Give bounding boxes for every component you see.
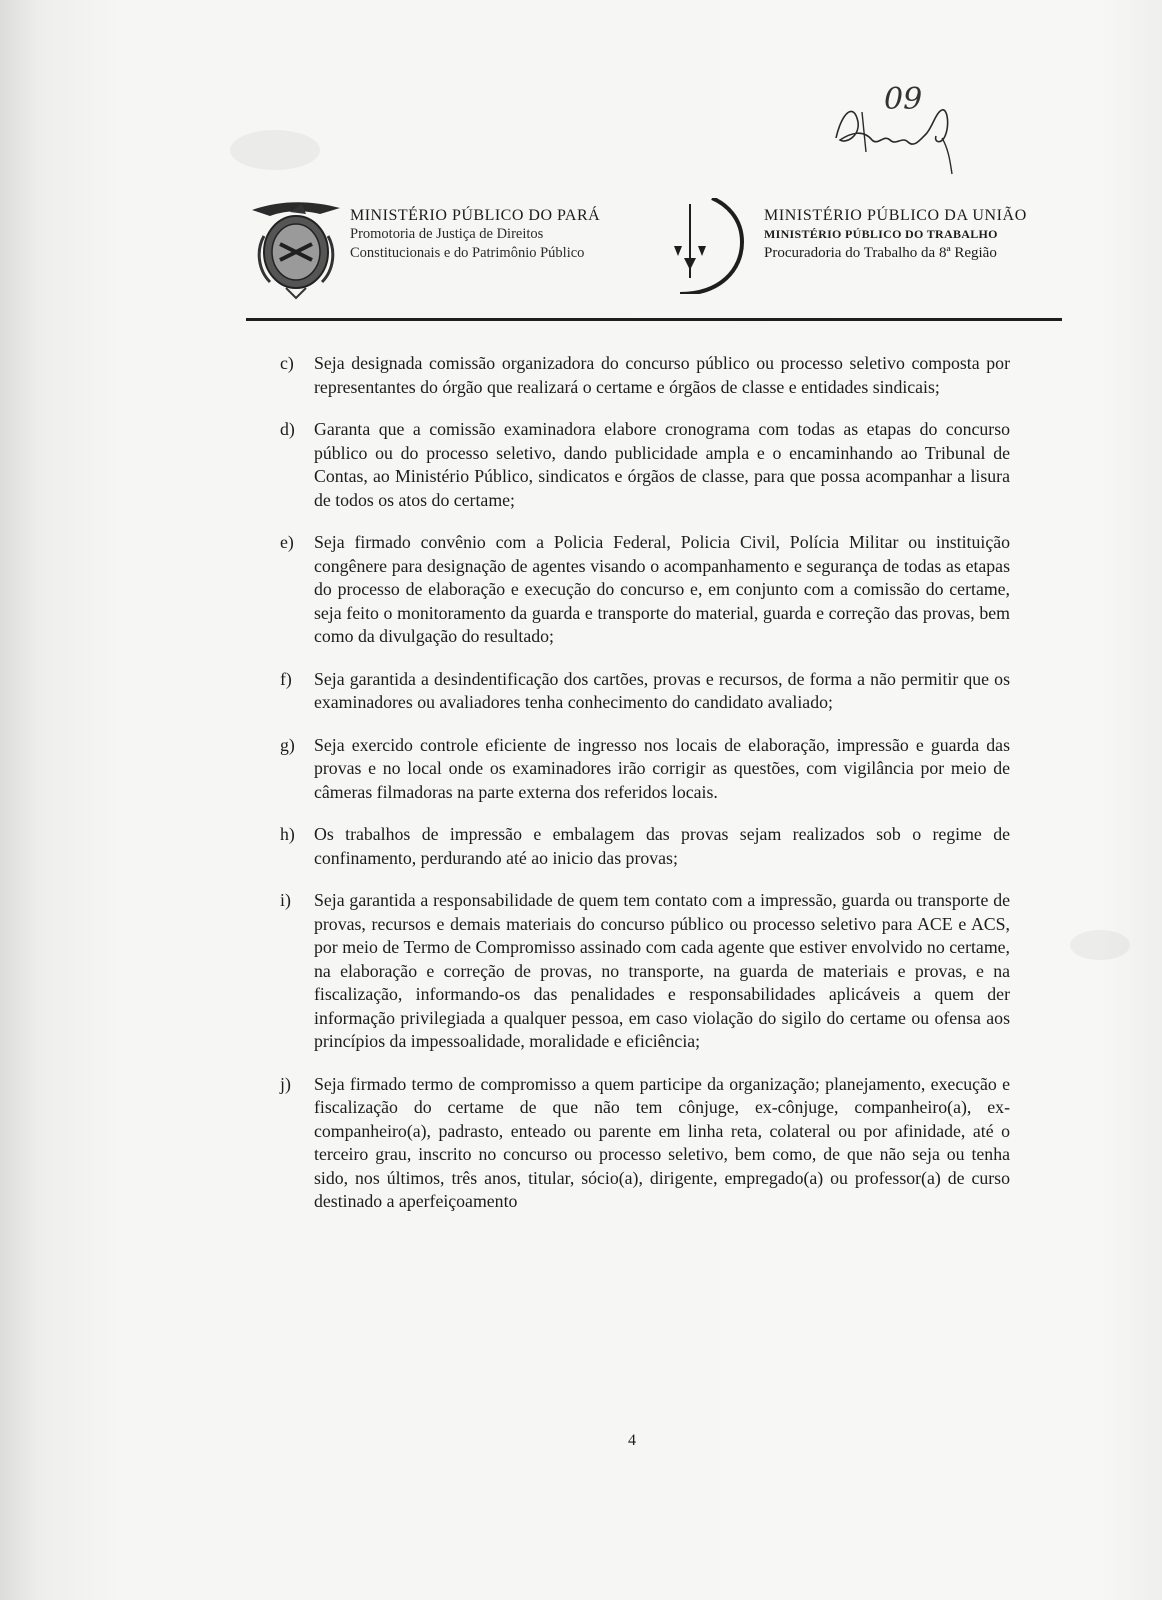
- header-right: [764, 206, 1027, 263]
- list-item: [280, 1073, 1010, 1214]
- item-letter: f): [280, 668, 292, 689]
- list-item: [280, 352, 1010, 399]
- scan-smudge: [230, 130, 320, 170]
- header-divider: [246, 318, 1062, 321]
- item-letter: i): [280, 890, 291, 910]
- item-letter: e): [280, 532, 294, 552]
- item-text: Garanta que a comissão examinadora elabore cronograma com todas as etapas do concurso público ou do processo seletivo, dando publicidade ampla e o encaminhando ao Tribunal de Contas, ao Ministério Público, sindicatos e órgãos de classe, para que possa acompanhar a lisura de todos os atos do certame;: [314, 419, 1010, 510]
- header-left-title: MINISTÉRIO PÚBLICO DO PARÁ: [350, 207, 601, 224]
- item-letter: h): [280, 824, 295, 844]
- item-letter: d): [280, 419, 295, 439]
- item-letter: c): [280, 353, 294, 373]
- list-item: [280, 531, 1010, 649]
- item-letter: j): [280, 1073, 291, 1094]
- item-text: Seja firmado termo de compromisso a quem participe da organização; planejamento, execução e fiscalização do certame de que não tem cônjuge, ex-cônjuge, companheiro(a), ex- companheiro(a), padrasto, enteado ou parente em linha reta, colateral ou por afinidade, até o terceiro grau, inscrito no concurso ou processo seletivo, bem como, de que não seja ou tenha sido, nos últimos, três anos, titular, sócio(a), dirigente, empregado(a) ou professor(a) de curso destinado a aperfeiçoamento: [314, 1073, 1010, 1211]
- list-item: [280, 823, 1010, 870]
- document-body: [280, 352, 1010, 1233]
- header-left: [250, 200, 630, 300]
- handwritten-signature: [832, 82, 982, 182]
- header-left-line1: Promotoria de Justiça de Direitos: [350, 226, 544, 242]
- list-item: [280, 889, 1010, 1054]
- para-coat-of-arms-icon: [250, 200, 342, 300]
- item-text: Seja designada comissão organizadora do concurso público ou processo seletivo composta por representantes do órgão que realizará o certame e órgãos de classe e entidades sindicais;: [314, 353, 1010, 397]
- item-text: Os trabalhos de impressão e embalagem das provas sejam realizados sob o regime de confinamento, perdurando até ao inicio das provas;: [314, 824, 1010, 868]
- scan-smudge: [1070, 930, 1130, 960]
- item-text: Seja garantida a desindentificação dos cartões, provas e recursos, de forma a não permitir que os examinadores ou avaliadores tenha conhecimento do candidato avaliado;: [314, 668, 1010, 712]
- list-item: [280, 668, 1010, 715]
- header-right-line2: Procuradoria do Trabalho da 8ª Região: [764, 245, 997, 261]
- header-left-line2: Constitucionais e do Patrimônio Público: [350, 245, 585, 261]
- page-number: 4: [628, 1432, 636, 1449]
- item-letter: g): [280, 734, 295, 755]
- header-right-line1: MINISTÉRIO PÚBLICO DO TRABALHO: [764, 227, 998, 241]
- item-text: Seja exercido controle eficiente de ingresso nos locais de elaboração, impressão e guarda das provas e no local onde os examinadores irão corrigir as questões, com vigilância por meio de câmeras filmadoras na parte externa dos referidos locais.: [314, 734, 1010, 802]
- list-item: [280, 734, 1010, 805]
- item-text: Seja garantida a responsabilidade de quem tem contato com a impressão, guarda ou transporte de provas, recursos e demais materiais do concurso público ou processo seletivo para ACE e ACS, por meio de Termo de Compromisso assinado com cada agente que estiver envolvido no certame, na elaboração e correção de provas, no transporte, na guarda de materiais e provas, e na fiscalização, informando-os das penalidades e responsabilidades aplicáveis a quem der informação privilegiada a qualquer pessoa, em caso violação do sigilo do certame ou ofensa aos princípios da impessoalidade, moralidade e eficiência;: [314, 890, 1010, 1051]
- folio-number: 09: [884, 82, 923, 117]
- header-right-title: MINISTÉRIO PÚBLICO DA UNIÃO: [764, 207, 1027, 224]
- mpu-scales-logo-icon: [660, 198, 750, 294]
- list-item: [280, 418, 1010, 512]
- item-text: Seja firmado convênio com a Policia Federal, Policia Civil, Polícia Militar ou instituição congênere para designação de agentes visando o acompanhamento e segurança de todas as etapas do processo de elaboração e execução do concurso e, em conjunto com a comissão do certame, seja feito o monitoramento da guarda e transporte do material, guarda e correção das provas, bem como da divulgação do resultado;: [314, 532, 1010, 646]
